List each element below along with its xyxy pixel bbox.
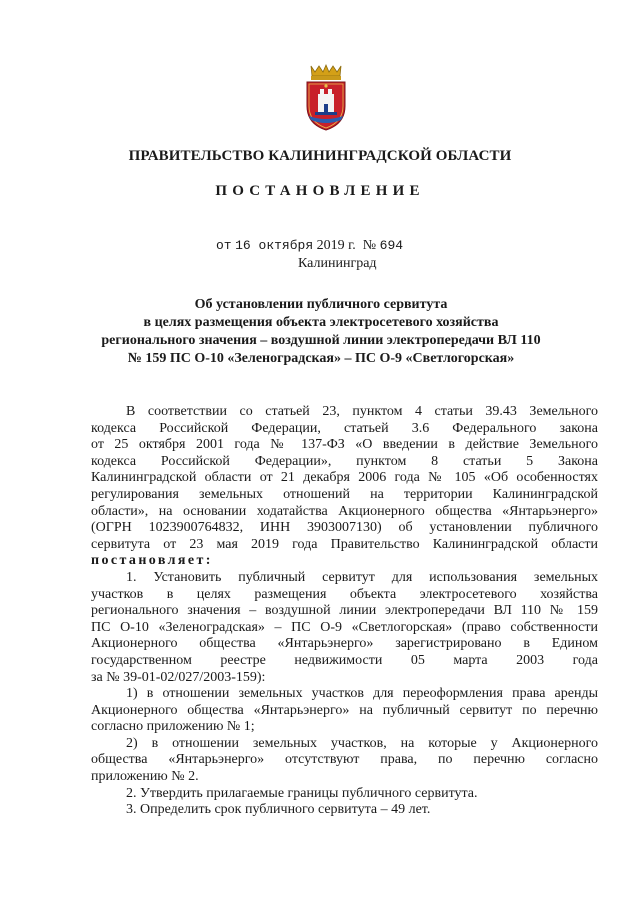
item-2-line: 2. Утвердить прилагаемые границы публичного сервитута. (126, 785, 478, 801)
date-year: 2019 г. (316, 238, 356, 253)
preamble-line: кодекса Российской Федерации, статьей 3.6 Федерального закона (91, 420, 598, 436)
preamble-line: (ОГРН 1023900764832, ИНН 3903007130) об установлении публичного (91, 520, 598, 536)
registry-word: реестре (220, 652, 266, 668)
date-prefix: от (216, 238, 232, 253)
document-type: ПОСТАНОВЛЕНИЕ (215, 183, 425, 199)
government-name: ПРАВИТЕЛЬСТВО КАЛИНИНГРАДСКОЙ ОБЛАСТИ (128, 148, 512, 164)
registry-word: года (572, 652, 598, 668)
item-1-line: регионального значения – воздушной линии электропередачи ВЛ 110 № 159 (91, 603, 598, 619)
document-body (91, 404, 598, 819)
registry-word: государственном (91, 652, 192, 668)
preamble-line: области», на основании ходатайства Акционерного общества «Янтарьэнерго» (91, 503, 598, 519)
subitem-2-line: приложению № 2. (91, 769, 199, 785)
item-1-line: за № 39-01-02/027/2003-159): (91, 669, 266, 685)
registry-word: недвижимости (294, 652, 383, 668)
preamble-line: В соответствии со статьей 23, пунктом 4 статьи 39.43 Земельного (126, 404, 598, 419)
subitem-1-line: 1) в отношении земельных участков для переоформления права аренды (126, 686, 598, 702)
item-1-line: ПС О-10 «Зеленоградская» – ПС О-9 «Светлогорская» (право собственности (91, 619, 598, 635)
subitem-1-line: согласно приложению № 1; (91, 719, 255, 735)
item-1-line: 1. Установить публичный сервитут для использования земельных (126, 569, 598, 585)
item-1-registry-line (91, 653, 598, 670)
preamble-line: кодекса Российской Федерации», пунктом 8 статьи 5 Закона (91, 453, 598, 469)
item-1-line: Акционерного общества «Янтарьэнерго» зарегистрировано в Едином (91, 636, 598, 652)
document-subject (80, 296, 562, 368)
item-1-line: участков в целях размещения объекта электросетевого хозяйства (91, 586, 598, 602)
city-name: Калининград (298, 256, 377, 271)
preamble-line: Калининградской области от 21 декабря 2006 года № 105 «Об особенностях (91, 470, 598, 486)
number-value: 694 (379, 238, 404, 253)
coat-of-arms-icon (301, 62, 351, 132)
subitem-1-line: Акционерного общества «Янтарьэнерго» на публичный сервитут по перечню (91, 702, 598, 718)
subitem-2-line: общества «Янтарьэнерго» отсутствуют права, по перечню согласно (91, 752, 598, 768)
registry-word: 2003 (516, 652, 545, 668)
item-3-line: 3. Определить срок публичного сервитута – 49 лет. (126, 802, 431, 818)
subject-line: в целях размещения объекта электросетевого хозяйства (143, 315, 499, 330)
number-sign: № (362, 238, 377, 253)
registry-word: марта (453, 652, 488, 668)
subitem-2-line: 2) в отношении земельных участков, на которые у Акционерного (126, 735, 598, 751)
preamble-line: сервитута от 23 мая 2019 года Правительство Калининградской области (91, 536, 598, 552)
preamble-line: регулирования земельных отношений на территории Калининградской (91, 486, 598, 502)
date-value: 16 октября (235, 238, 314, 253)
preamble-line: от 25 октября 2001 года № 137-ФЗ «О введении в действие Земельного (91, 437, 598, 453)
date-and-number (216, 238, 403, 254)
registry-word: 05 (410, 652, 425, 668)
subject-line: № 159 ПС О-10 «Зеленоградская» – ПС О-9 «Светлогорская» (127, 351, 515, 366)
subject-line: регионального значения – воздушной линии электропередачи ВЛ 110 (101, 333, 541, 348)
subject-line: Об установлении публичного сервитута (194, 297, 448, 312)
decree-word: постановляет: (91, 553, 213, 569)
